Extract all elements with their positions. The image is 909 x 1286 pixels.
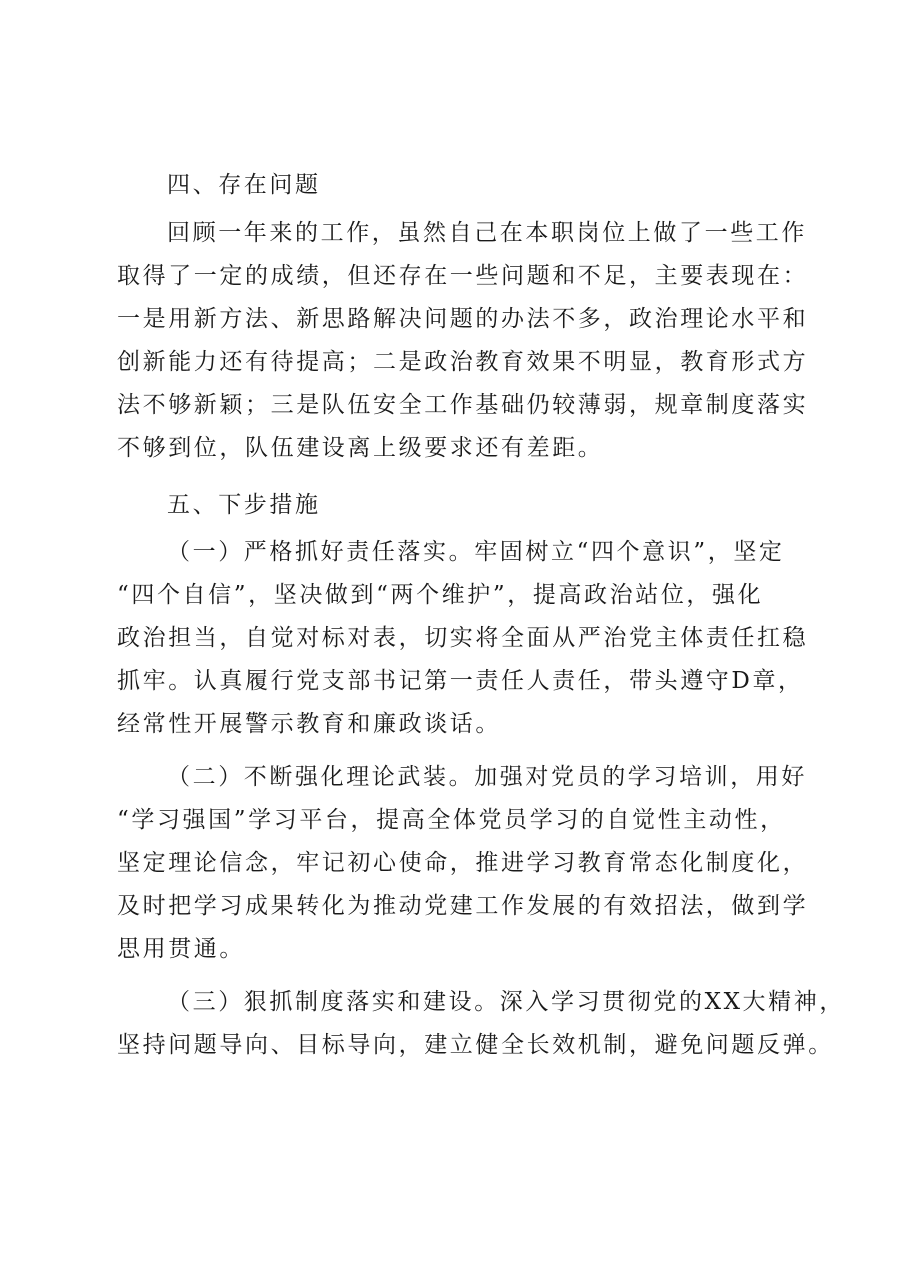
section-four-paragraph	[117, 212, 817, 470]
paragraph-line: 不够到位，队伍建设离上级要求还有差距。	[117, 435, 604, 461]
paragraph-line: “四个自信”，坚决做到“两个维护”，提高政治站位，强化	[117, 582, 764, 608]
measure-item-three	[117, 981, 845, 1067]
paragraph-line: 抓牢。认真履行党支部书记第一责任人责任，带头遵守D章，	[117, 668, 804, 694]
paragraph-line: 坚持问题导向、目标导向，建立健全长效机制，避免问题反弹。	[117, 1032, 834, 1058]
paragraph-line: 法不够新颖；三是队伍安全工作基础仍较薄弱，规章制度落实	[117, 392, 809, 418]
paragraph-line: 取得了一定的成绩，但还存在一些问题和不足，主要表现在：	[117, 263, 809, 289]
paragraph-line: （三）狠抓制度落实和建设。深入学习贯彻党的XX大精神，	[167, 989, 845, 1015]
paragraph-line: 回顾一年来的工作，虽然自己在本职岗位上做了一些工作	[167, 220, 807, 246]
paragraph-line: 经常性开展警示教育和廉政谈话。	[117, 711, 501, 737]
paragraph-line: 一是用新方法、新思路解决问题的办法不多，政治理论水平和	[117, 306, 809, 332]
paragraph-line: “学习强国”学习平台，提高全体党员学习的自觉性主动性，	[117, 807, 786, 833]
section-five-heading: 五、下步措施	[167, 492, 321, 518]
paragraph-line: （二）不断强化理论武装。加强对党员的学习培训，用好	[167, 764, 807, 790]
measure-item-one	[117, 531, 817, 746]
paragraph-line: 政治担当，自觉对标对表，切实将全面从严治党主体责任扛稳	[117, 625, 809, 651]
section-four-heading: 四、存在问题	[167, 172, 321, 198]
measure-item-two	[117, 756, 817, 971]
paragraph-line: （一）严格抓好责任落实。牢固树立“四个意识”，坚定	[167, 539, 785, 565]
paragraph-line: 创新能力还有待提高；二是政治教育效果不明显，教育形式方	[117, 349, 809, 375]
paragraph-line: 及时把学习成果转化为推动党建工作发展的有效招法，做到学	[117, 893, 809, 919]
paragraph-line: 坚定理论信念，牢记初心使命，推进学习教育常态化制度化，	[117, 850, 809, 876]
document-body	[117, 164, 845, 1067]
paragraph-line: 思用贯通。	[117, 936, 245, 962]
